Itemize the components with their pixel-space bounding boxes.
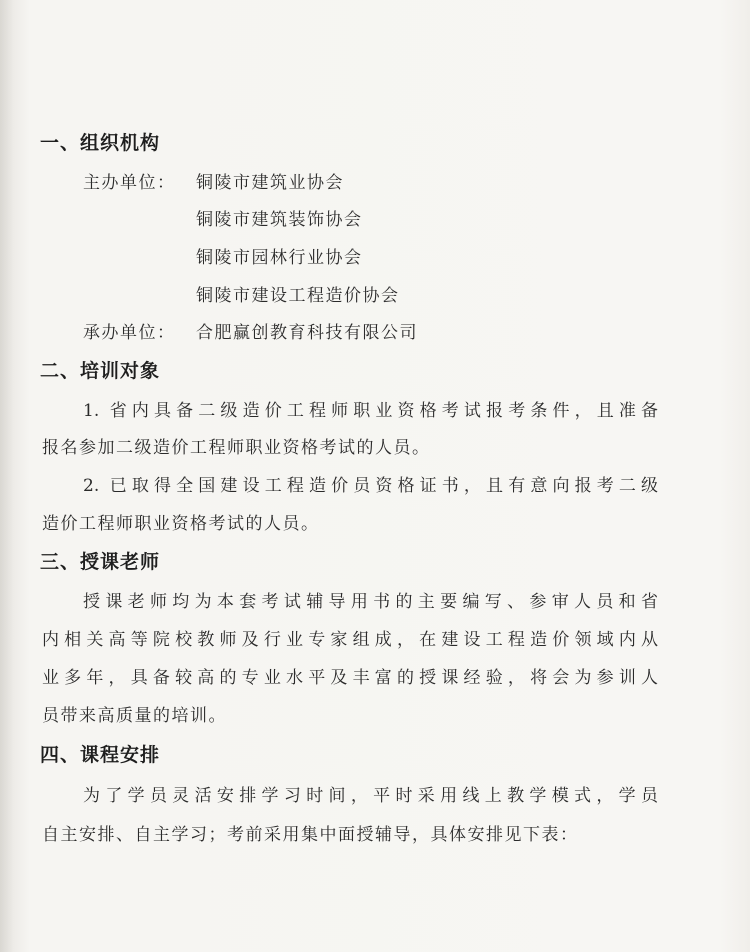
paragraph-line: 为了学员灵活安排学习时间，平时采用线上教学模式，学员 [83, 786, 658, 806]
section-heading-schedule: 四、课程安排 [40, 744, 161, 766]
paragraph-line: 报名参加二级造价工程师职业资格考试的人员。 [42, 438, 431, 458]
undertaker-name: 合肥赢创教育科技有限公司 [196, 323, 418, 343]
paragraph-line: 业多年，具备较高的专业水平及丰富的授课经验，将会为参训人 [42, 668, 658, 688]
paragraph-line: 造价工程师职业资格考试的人员。 [42, 514, 320, 534]
organizer-item: 铜陵市建设工程造价协会 [196, 286, 400, 306]
organizer-item: 铜陵市园林行业协会 [196, 248, 363, 268]
section-heading-trainees: 二、培训对象 [40, 360, 161, 382]
organizer-item: 铜陵市建筑业协会 [196, 173, 344, 193]
paragraph-line: 自主安排、自主学习；考前采用集中面授辅导，具体安排见下表： [42, 825, 579, 845]
paragraph-line: 1. 省内具备二级造价工程师职业资格考试报考条件，且准备 [83, 401, 658, 421]
organizers-label: 主办单位： [83, 173, 176, 193]
paragraph-line: 授课老师均为本套考试辅导用书的主要编写、参审人员和省 [83, 592, 658, 612]
undertaker-label: 承办单位： [83, 323, 176, 343]
paragraph-line: 员带来高质量的培训。 [42, 706, 227, 726]
section-heading-organization: 一、组织机构 [40, 132, 161, 154]
paragraph-line: 内相关高等院校教师及行业专家组成，在建设工程造价领域内从 [42, 630, 658, 650]
section-heading-teachers: 三、授课老师 [40, 551, 161, 573]
paragraph-line: 2. 已取得全国建设工程造价员资格证书，且有意向报考二级 [83, 476, 658, 496]
organizer-item: 铜陵市建筑装饰协会 [196, 210, 363, 230]
